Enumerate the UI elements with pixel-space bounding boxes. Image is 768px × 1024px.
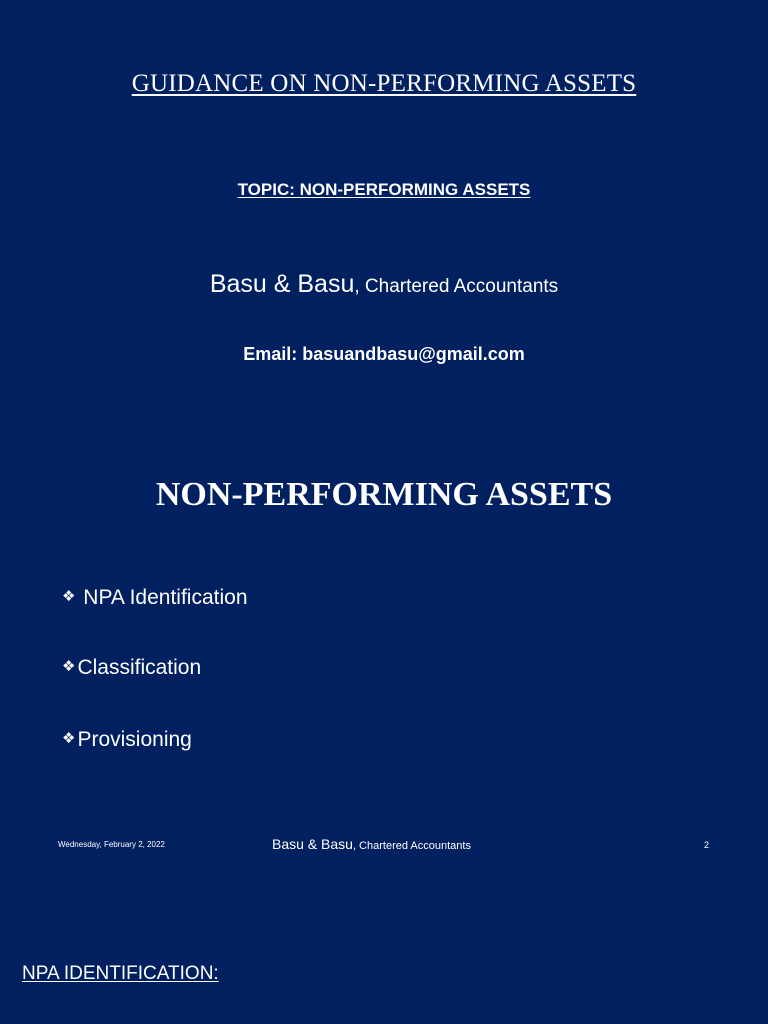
email-line: Email: basuandbasu@gmail.com [243,344,525,364]
footer-firm [272,836,471,852]
diamond-bullet-icon: ❖ [62,730,76,747]
bullet-item [62,656,201,680]
document-title: GUIDANCE ON NON-PERFORMING ASSETS [131,70,637,97]
slide-heading: NON-PERFORMING ASSETS [155,476,613,513]
footer-firm-suffix: , Chartered Accountants [352,840,471,852]
page-number: 2 [704,840,710,850]
firm-suffix: , Chartered Accountants [354,276,559,297]
bullet-label: NPA Identification [83,586,248,609]
bullet-item [62,586,248,610]
firm-name: Basu & Basu [209,270,355,298]
topic-heading: TOPIC: NON-PERFORMING ASSETS [237,180,531,199]
bullet-label: Classification [77,656,202,679]
diamond-bullet-icon: ❖ [62,588,76,605]
footer-date: Wednesday, February 2, 2022 [58,840,165,849]
next-section-heading: NPA IDENTIFICATION: [22,963,219,984]
firm-line [0,270,768,299]
bullet-item [62,728,192,752]
bullet-label: Provisioning [77,728,192,751]
diamond-bullet-icon: ❖ [62,658,76,675]
footer-firm-name: Basu & Basu [272,836,353,852]
